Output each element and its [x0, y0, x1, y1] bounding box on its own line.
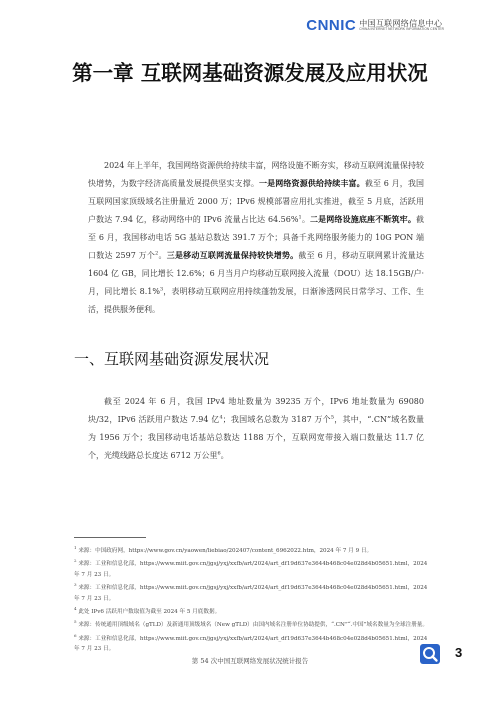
section-paragraph: 截至 2024 年 6 月，我国 IPv4 地址数量为 39235 万个，IPv6 地址数量为 69080 块/32，IPv6 活跃用户数达 7.94 亿$^4$；我国域名总数为 3187 万个$^5$，其中，“.CN”域名数量为 1956 万个；我国移动电话基站总数达 1188 万个，互联网宽带接入端口数量达 11.7 亿个，光缆线路总长度达 6712 万公里$^6$。 — [88, 397, 425, 460]
key-point-1: 一是网络资源供给持续丰富。 — [258, 179, 365, 188]
footnote-item: $^6$ 来源：工业和信息化部，https://www.miit.gov.cn/jgsj/yxj/xxfb/art/2024/art_df19d637e3644b468c04e028d4b05651.html，2024 年 7 月 23 日。 — [74, 632, 428, 653]
footnote-item: $^2$ 来源：工业和信息化部，https://www.miit.gov.cn/jgsj/yxj/xxfb/art/2024/art_df19d637e3644b468c04e028d4b05651.html，2024 年 7 月 23 日。 — [74, 558, 428, 578]
cnnic-logo — [306, 18, 444, 33]
footnote-item: $^4$ 此处 IPv6 活跃用户数取值为截至 2024 年 5 月底数据。 — [74, 606, 221, 615]
footnote-ref: 5 — [330, 414, 335, 421]
footnotes-list — [74, 543, 434, 655]
footnote-ref: 2 — [155, 250, 159, 257]
section-heading: 一、互联网基础资源发展状况 — [74, 350, 270, 368]
logo-mark: CNNIC — [306, 17, 357, 34]
intro-paragraph: 2024 年上半年，我国网络资源供给持续丰富，网络设施不断夯实，移动互联网流量保持较快增势，为数字经济高质量发展提供坚实支撑。一是网络资源供给持续丰富。截至 6 月，我国互联网国家顶级域名注册量近 2000 万；IPv6 规模部署应用扎实推进，截至 5 月底，活跃用户数达 7.94 亿，移动网络中的 IPv6 流量占比达 64.56%$^1$。二是网络设施底座不断筑牢。截至 6 月，我国移动电话 5G 基站总数达 391.7 万个；具备千兆网络服务能力的 10G PON 端口数达 2597 万个$^2$。三是移动互联网流量保持较快增势。截至 6 月，移动互联网累计流量达 1604 亿 GB，同比增长 12.6%；6 月当月户均移动互联网接入流量（DOU）达 18.15GB/户·月，同比增长 8.1%$^3$，表明移动互联网应用持续蓬勃发展，日渐渗透网民日常学习、工作、生活，提供服务便利。 — [88, 161, 425, 314]
logo-chinese-name: 中国互联网络信息中心 — [359, 18, 443, 28]
key-point-3: 三是移动互联网流量保持较快增势。 — [166, 251, 299, 260]
footnote-ref: 1 — [298, 214, 302, 221]
footnote-ref: 6 — [217, 450, 221, 457]
magnifier-logo-icon — [420, 644, 440, 664]
footer-report-title: 第 54 次中国互联网络发展状况统计报告 — [191, 657, 309, 665]
logo-text — [359, 20, 444, 32]
footnote-ref: 3 — [159, 286, 164, 293]
footnote-item: $^3$ 来源：工业和信息化部，https://www.miit.gov.cn/jgsj/yxj/xxfb/art/2024/art_df19d637e3644b468c04e028d4b05651.html，2024 年 7 月 23 日。 — [74, 582, 428, 602]
page-number: 3 — [455, 645, 463, 660]
footnote-item: $^1$ 来源：中国政府网，https://www.gov.cn/yaowen/liebiao/202407/content_6962022.htm，2024 年 7 月 9 日。 — [74, 545, 373, 554]
footnote-item: $^5$ 来源：传统通用顶级域名（gTLD）及新通用顶级域名（New gTLD）由国内域名注册单位协助提供，“.CN”“.中国”域名数量为全球注册量。 — [74, 619, 428, 629]
footnote-divider — [74, 537, 146, 538]
key-point-2: 二是网络设施底座不断筑牢。 — [309, 215, 416, 224]
chapter-title: 第一章 互联网基础资源发展及应用状况 — [72, 61, 428, 85]
footnote-ref: 4 — [219, 414, 223, 421]
logo-english-name: CHINA INTERNET NETWORK INFORMATION CENTER — [359, 27, 444, 32]
